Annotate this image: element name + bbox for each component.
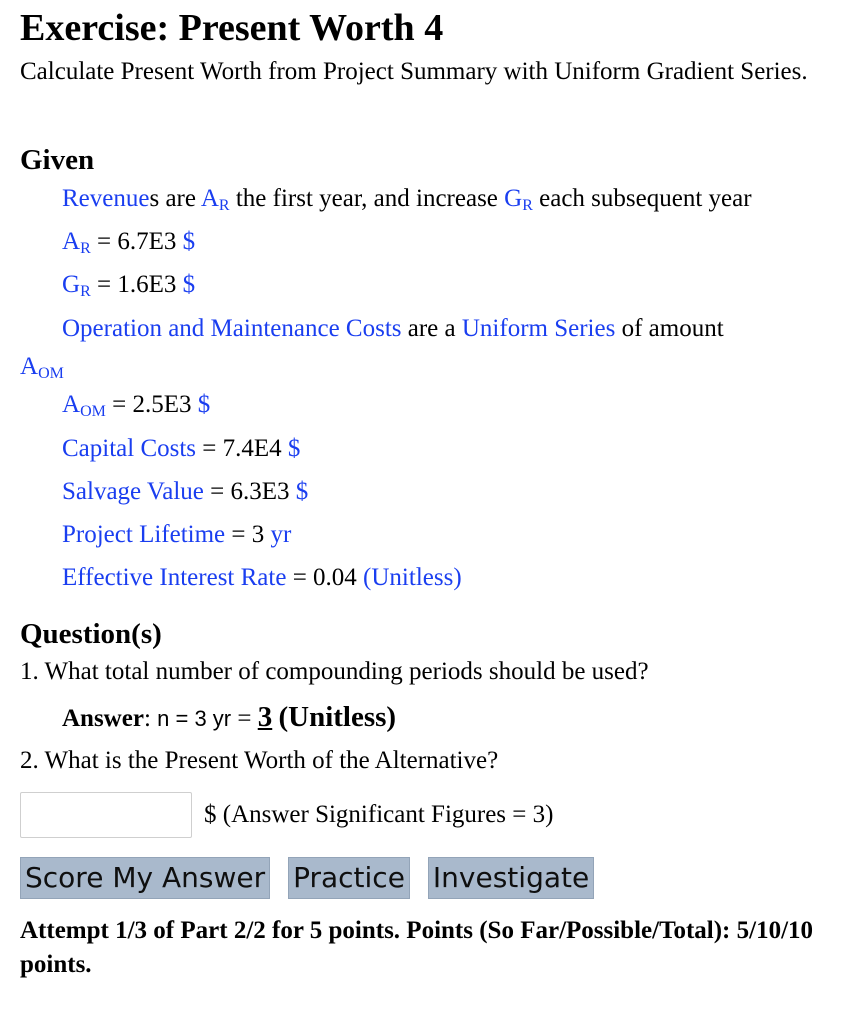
aom-value: = 2.5E3 <box>112 391 192 418</box>
score-my-answer-button[interactable]: Score My Answer <box>20 857 270 899</box>
practice-button[interactable]: Practice <box>288 857 410 899</box>
salvage-value: = 6.3E3 <box>210 478 290 505</box>
aom-symbol: $A_{OM}$ <box>62 391 106 420</box>
question-1: 1. What total number of compounding periods should be used? <box>20 658 649 685</box>
aom-line <box>62 388 210 422</box>
page-subtitle: Calculate Present Worth from Project Summary with Uniform Gradient Series. <box>20 58 808 85</box>
revenues-end: each subsequent year <box>539 185 752 212</box>
gr-symbol: $G_R$ <box>62 271 91 300</box>
uniform-series-link[interactable]: Uniform Series <box>461 315 616 342</box>
answer-value: 3 <box>257 701 273 733</box>
action-buttons <box>20 857 594 899</box>
page-title: Exercise: Present Worth 4 <box>20 7 444 49</box>
ar-value: = 6.7E3 <box>96 228 177 255</box>
revenues-mid: the first year, and increase <box>235 185 498 212</box>
ar-line <box>62 225 195 259</box>
salvage-unit-link[interactable]: $ <box>295 478 309 505</box>
attempt-status: Attempt 1/3 of Part 2/2 for 5 points. Points (So Far/Possible/Total): 5/10/10 points. <box>20 917 814 978</box>
revenues-link[interactable]: Revenue <box>62 185 150 212</box>
revenues-tail: s are <box>149 185 196 212</box>
interest-value: = 0.04 <box>292 564 357 591</box>
capital-line <box>62 432 300 466</box>
ar-symbol: $A_R$ <box>200 185 230 214</box>
om-line <box>62 312 724 346</box>
gr-unit-link[interactable]: $ <box>182 271 196 298</box>
capital-value: = 7.4E4 <box>202 435 282 462</box>
salvage-value-link[interactable]: Salvage Value <box>62 478 204 505</box>
capital-costs-link[interactable]: Capital Costs <box>62 435 197 462</box>
lifetime-line <box>62 518 291 552</box>
gr-line <box>62 268 195 302</box>
answer-1-line: Answer: n = 3 yr = 3 (Unitless) <box>62 701 397 733</box>
answer-label: Answer <box>62 705 144 732</box>
ar-symbol: $A_R$ <box>62 228 91 257</box>
answer-unit: (Unitless) <box>278 701 397 733</box>
input-suffix: $ (Answer Significant Figures = 3) <box>204 801 554 828</box>
aom-wrap-line <box>20 350 64 384</box>
aom-unit-link[interactable]: $ <box>197 391 211 418</box>
question-2: 2. What is the Present Worth of the Alternative? <box>20 747 499 774</box>
interest-unit-link[interactable]: (Unitless) <box>363 564 462 591</box>
lifetime-unit-link[interactable]: yr <box>270 521 292 548</box>
om-end: of amount <box>621 315 724 342</box>
gr-symbol: $G_R$ <box>504 185 533 214</box>
om-costs-link[interactable]: Operation and Maintenance Costs <box>62 315 402 342</box>
interest-rate-link[interactable]: Effective Interest Rate <box>62 564 287 591</box>
interest-line <box>62 561 462 595</box>
salvage-line <box>62 475 308 509</box>
investigate-button[interactable]: Investigate <box>428 857 594 899</box>
capital-unit-link[interactable]: $ <box>287 435 301 462</box>
om-mid: are a <box>407 315 456 342</box>
answer-equals: = <box>237 705 252 732</box>
lifetime-value: = 3 <box>231 521 265 548</box>
revenues-line <box>62 182 752 216</box>
answer-expression: n = 3 yr <box>157 706 232 731</box>
gr-value: = 1.6E3 <box>96 271 177 298</box>
present-worth-input[interactable] <box>20 792 192 838</box>
ar-unit-link[interactable]: $ <box>182 228 196 255</box>
aom-symbol: $A_{OM}$ <box>20 353 64 382</box>
given-heading: Given <box>20 144 95 176</box>
questions-heading: Question(s) <box>20 618 162 650</box>
project-lifetime-link[interactable]: Project Lifetime <box>62 521 226 548</box>
answer-input-row <box>20 790 553 840</box>
